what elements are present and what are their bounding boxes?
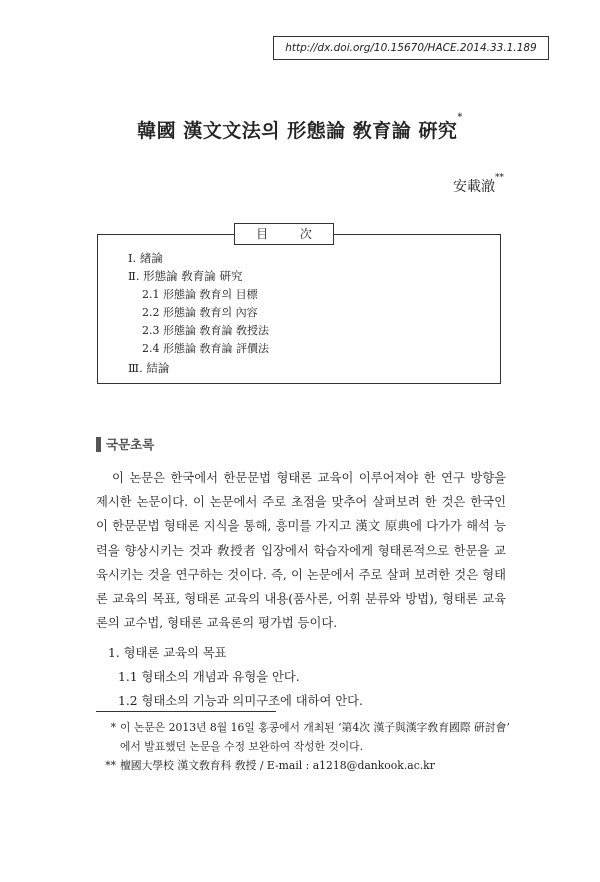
footnote-continuation: 에서 발표했던 논문을 수정 보완하여 작성한 것이다. bbox=[120, 740, 364, 753]
heading-bar-icon bbox=[96, 437, 101, 452]
author-text: 安載澈 bbox=[453, 179, 495, 195]
toc-subitem: 2.1 形態論 敎育의 目標 bbox=[142, 287, 258, 301]
goal-subitem: 1.2 형태소의 기능과 의미구조에 대하여 안다. bbox=[118, 694, 363, 708]
footnote-2 bbox=[96, 756, 516, 775]
toc-item: Ⅲ. 結論 bbox=[128, 360, 170, 375]
footnote-text: 檀國大學校 漢文敎育科 敎授 / E-mail : a1218@dankook.ac.kr bbox=[120, 759, 435, 772]
abstract-heading-text: 국문초록 bbox=[106, 437, 155, 452]
author-name bbox=[453, 173, 504, 196]
footnotes bbox=[96, 718, 516, 775]
goal-subitem: 1.1 형태소의 개념과 유형을 안다. bbox=[118, 670, 300, 684]
author-footnote-mark: ** bbox=[495, 173, 504, 183]
footnote-text: 이 논문은 2013년 8월 16일 홍콩에서 개최된 ‘第4次 漢子與漢字敎育國際 硏討會’ bbox=[120, 721, 510, 734]
toc-heading: 目 次 bbox=[234, 223, 334, 245]
title-footnote-mark: * bbox=[457, 112, 463, 123]
table-of-contents bbox=[97, 227, 501, 384]
abstract-body: 이 논문은 한국에서 한문문법 형태론 교육이 이루어져야 한 연구 방향을 제시한 논문이다. 이 논문에서 주로 초점을 맞추어 살펴보려 한 것은 한국인이 한문문법 형태론 지식을 통해, 흥미를 가지고 漢文 原典에 다가가 해석 능력을 향상시키는 것과 敎授者 입장에서 학습자에게 형태론적으로 한문을 교육시키는 것을 연구하는 것이다. 즉, 이 논문에서 주로 살펴 보려한 것은 형태론 교육의 목표, 형태론 교육의 내용(품사론, 어휘 분류와 방법), 형태론 교육론의 교수법, 형태론 교육론의 평가법 등이다. bbox=[96, 471, 506, 631]
toc-subitem: 2.4 形態論 敎育論 評價法 bbox=[142, 342, 269, 356]
toc-item: Ⅰ. 緖論 bbox=[128, 251, 163, 265]
footnote-mark: * bbox=[110, 721, 116, 734]
paper-title bbox=[0, 112, 600, 143]
goals-list bbox=[108, 641, 363, 713]
footnote-divider bbox=[96, 711, 276, 712]
doi-link[interactable]: http://dx.doi.org/10.15670/HACE.2014.33.1.189 bbox=[273, 36, 549, 60]
footnote-1 bbox=[96, 718, 516, 737]
toc-item: Ⅱ. 形態論 敎育論 硏究 bbox=[128, 269, 243, 284]
abstract-heading bbox=[96, 435, 154, 453]
footnote-mark: ** bbox=[105, 759, 116, 772]
goal-item: 1. 형태론 교육의 목표 bbox=[108, 646, 227, 660]
toc-subitem: 2.2 形態論 敎育의 內容 bbox=[142, 305, 258, 319]
title-text: 韓國 漢文文法의 形態論 敎育論 硏究 bbox=[137, 120, 458, 142]
toc-list bbox=[128, 249, 269, 377]
toc-subitem: 2.3 形態論 敎育論 敎授法 bbox=[142, 324, 269, 338]
